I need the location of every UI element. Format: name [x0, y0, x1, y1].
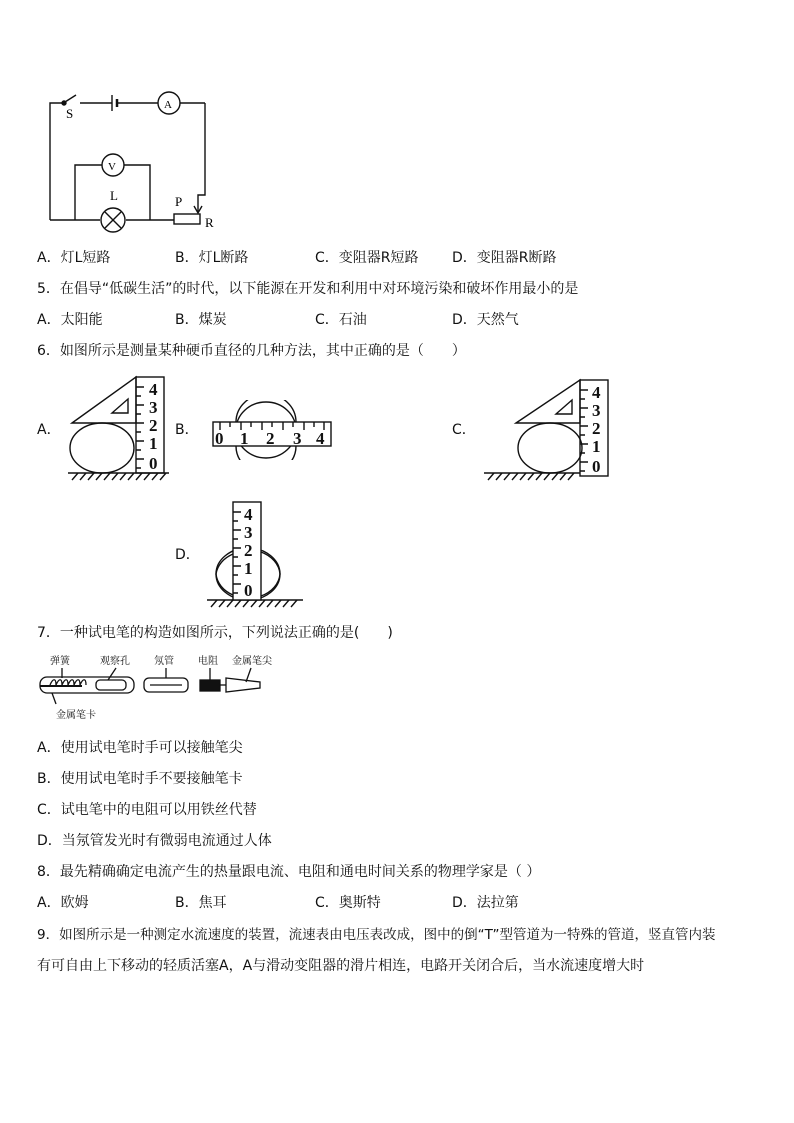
pen-label-tip: 金属笔尖 [232, 656, 272, 667]
ruler-b-tick-0: 0 [215, 429, 224, 448]
label-switch: S [66, 106, 74, 121]
q8-option-d: D．法拉第 [452, 895, 519, 911]
q6-label-b: B． [175, 422, 199, 438]
pen-label-window: 观察孔 [100, 656, 130, 667]
q9-stem-line2: 有可自由上下移动的轻质活塞A，A与滑动变阻器的滑片相连，电路开关闭合后，当水流速度增大时 [37, 958, 645, 974]
q5-option-a: A．太阳能 [37, 312, 103, 328]
ruler-c-tick-2: 2 [592, 419, 601, 438]
ruler-a-tick-3: 3 [149, 398, 158, 417]
ruler-d-tick-4: 4 [244, 505, 253, 524]
ruler-b-tick-2: 2 [266, 429, 275, 448]
q6-figure-c [480, 378, 610, 483]
q8-stem: 8．最先精确确定电流产生的热量跟电流、电阻和通电时间关系的物理学家是（ ） [37, 864, 541, 880]
q6-figure-b [210, 400, 335, 460]
pen-label-resistor: 电阻 [198, 656, 218, 667]
ruler-d-tick-0: 0 [244, 581, 253, 600]
ruler-b-tick-1: 1 [240, 429, 249, 448]
ruler-d-tick-1: 1 [244, 559, 253, 578]
label-lamp: L [110, 188, 118, 203]
circuit-diagram [40, 85, 240, 235]
q7-option-a: A．使用试电笔时手可以接触笔尖 [37, 740, 243, 756]
ruler-c-tick-1: 1 [592, 437, 601, 456]
ruler-d-tick-2: 2 [244, 541, 253, 560]
q8-option-b: B．焦耳 [175, 895, 227, 911]
q6-label-c: C． [452, 422, 476, 438]
q5-option-c: C．石油 [315, 312, 367, 328]
q8-option-a: A．欧姆 [37, 895, 89, 911]
ruler-a-tick-2: 2 [149, 416, 158, 435]
ruler-a-tick-4: 4 [149, 380, 158, 399]
q6-label-a: A． [37, 422, 61, 438]
q5-option-d: D．天然气 [452, 312, 519, 328]
pen-label-neon: 氖管 [154, 656, 174, 667]
test-pen-diagram [36, 652, 286, 724]
q7-option-b: B．使用试电笔时手不要接触笔卡 [37, 771, 243, 787]
q6-figure-a [64, 375, 174, 485]
label-slider: P [175, 194, 183, 209]
ruler-c-tick-4: 4 [592, 383, 601, 402]
ruler-a-tick-1: 1 [149, 434, 158, 453]
q5-stem: 5．在倡导“低碳生活”的时代，以下能源在开发和利用中对环境污染和破坏作用最小的是 [37, 281, 579, 297]
ruler-b-tick-4: 4 [316, 429, 325, 448]
q4-option-b: B．灯L断路 [175, 250, 249, 266]
ruler-c-tick-3: 3 [592, 401, 601, 420]
q6-stem: 6．如图所示是测量某种硬币直径的几种方法，其中正确的是（ ） [37, 343, 466, 359]
q8-option-c: C．奥斯特 [315, 895, 381, 911]
q5-option-b: B．煤炭 [175, 312, 227, 328]
pen-label-spring: 弹簧 [50, 656, 70, 667]
ruler-d-tick-3: 3 [244, 523, 253, 542]
label-ammeter: A [164, 99, 172, 111]
q4-option-d: D．变阻器R断路 [452, 250, 557, 266]
label-voltmeter: V [108, 161, 116, 173]
q4-option-a: A．灯L短路 [37, 250, 111, 266]
q6-label-d: D． [175, 547, 200, 563]
q4-option-c: C．变阻器R短路 [315, 250, 419, 266]
q7-option-c: C．试电笔中的电阻可以用铁丝代替 [37, 802, 257, 818]
pen-label-clip: 金属笔卡 [56, 710, 96, 721]
label-rheostat: R [205, 215, 214, 230]
q9-stem-line1: 9．如图所示是一种测定水流速度的装置，流速表由电压表改成，图中的倒“T”型管道为一特殊的管道，竖直管内装 [37, 927, 716, 943]
q7-option-d: D．当氖管发光时有微弱电流通过人体 [37, 833, 272, 849]
q7-stem: 7．一种试电笔的构造如图所示，下列说法正确的是( ) [37, 625, 393, 641]
ruler-a-tick-0: 0 [149, 454, 158, 473]
q6-figure-d [203, 500, 313, 612]
ruler-c-tick-0: 0 [592, 457, 601, 476]
ruler-b-tick-3: 3 [293, 429, 302, 448]
